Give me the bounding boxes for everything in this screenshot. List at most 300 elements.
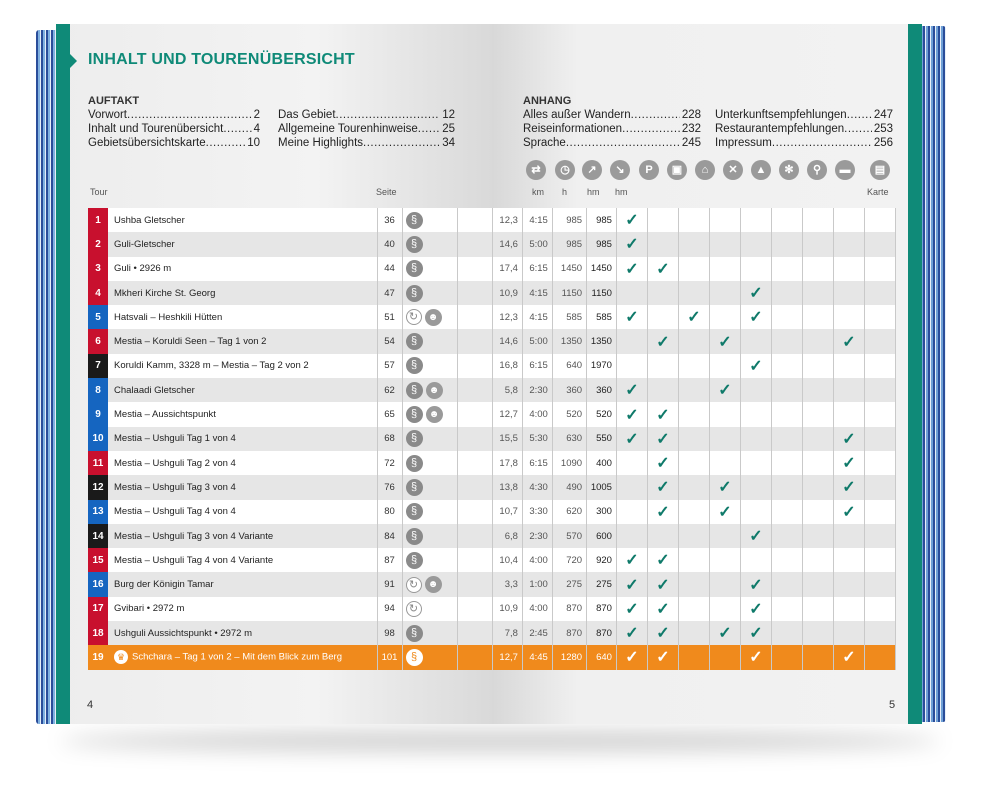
tour-number: 3 bbox=[88, 257, 108, 281]
check-cell bbox=[833, 645, 864, 669]
check-cell bbox=[709, 597, 740, 621]
table-row[interactable] bbox=[493, 402, 896, 426]
tour-hm-down: 300 bbox=[587, 500, 617, 524]
check-cell bbox=[709, 524, 740, 548]
check-cell bbox=[864, 597, 895, 621]
table-row[interactable] bbox=[88, 524, 492, 548]
tour-hours: 3:30 bbox=[522, 500, 552, 524]
auftakt-col2 bbox=[278, 108, 455, 150]
karte-header: Karte bbox=[867, 187, 889, 197]
check-cell bbox=[864, 378, 895, 402]
check-cell bbox=[833, 305, 864, 329]
tour-hm-up: 490 bbox=[552, 475, 586, 499]
check-cell bbox=[616, 305, 647, 329]
tour-hm-down: 1150 bbox=[587, 281, 617, 305]
spacer-cell bbox=[457, 597, 492, 621]
check-cell bbox=[678, 645, 709, 669]
check-cell bbox=[833, 621, 864, 645]
spacer-cell bbox=[457, 645, 492, 669]
tour-icons bbox=[402, 475, 457, 499]
route-icon: § bbox=[406, 552, 423, 569]
tour-page: 62 bbox=[377, 378, 402, 402]
check-cell bbox=[647, 305, 678, 329]
check-cell bbox=[616, 354, 647, 378]
tour-name: Mestia – Ushguli Tag 3 von 4 Variante bbox=[108, 524, 377, 548]
check-cell bbox=[771, 451, 802, 475]
check-cell bbox=[802, 208, 833, 232]
check-cell bbox=[771, 378, 802, 402]
tour-hm-down: 360 bbox=[587, 378, 617, 402]
tour-icons bbox=[402, 232, 457, 256]
check-cell bbox=[616, 281, 647, 305]
tour-table-right bbox=[492, 208, 896, 670]
table-row[interactable] bbox=[88, 257, 492, 281]
tour-km: 17,4 bbox=[493, 257, 523, 281]
check-cell bbox=[833, 475, 864, 499]
table-row[interactable] bbox=[88, 427, 492, 451]
tour-page: 54 bbox=[377, 329, 402, 353]
tour-number: 12 bbox=[88, 475, 108, 499]
tour-page: 98 bbox=[377, 621, 402, 645]
check-cell bbox=[678, 475, 709, 499]
kids-icon: ☻ bbox=[425, 309, 442, 326]
check-icon: ✓ bbox=[625, 382, 639, 400]
check-cell bbox=[771, 645, 802, 669]
check-icon: ✓ bbox=[718, 333, 732, 351]
table-row[interactable] bbox=[88, 548, 492, 572]
table-row[interactable] bbox=[493, 621, 896, 645]
tour-hours: 5:00 bbox=[522, 329, 552, 353]
check-cell bbox=[709, 572, 740, 596]
table-row[interactable] bbox=[88, 281, 492, 305]
check-cell bbox=[864, 621, 895, 645]
table-row[interactable] bbox=[88, 232, 492, 256]
check-cell bbox=[740, 597, 771, 621]
check-cell bbox=[802, 305, 833, 329]
tour-hours: 2:30 bbox=[522, 524, 552, 548]
table-row[interactable] bbox=[493, 451, 896, 475]
check-cell bbox=[647, 500, 678, 524]
tour-icons bbox=[402, 597, 457, 621]
check-icon: ✓ bbox=[625, 406, 639, 424]
check-cell bbox=[740, 645, 771, 669]
table-row[interactable] bbox=[88, 208, 492, 232]
tour-number: 15 bbox=[88, 548, 108, 572]
check-cell bbox=[833, 378, 864, 402]
table-row[interactable] bbox=[88, 451, 492, 475]
page-edges-left bbox=[36, 30, 56, 724]
check-cell bbox=[740, 451, 771, 475]
tour-hours: 4:15 bbox=[522, 281, 552, 305]
toc-item[interactable]: Restaurantempfehlungen ..... 253 bbox=[715, 122, 893, 136]
toc-item[interactable]: Meine Highlights ..... 34 bbox=[278, 136, 455, 150]
check-cell bbox=[709, 500, 740, 524]
check-cell bbox=[647, 621, 678, 645]
route-icon: § bbox=[406, 236, 423, 253]
check-icon: ✓ bbox=[625, 212, 639, 230]
tour-name: ♛ Schchara – Tag 1 von 2 – Mit dem Blick zum Berg bbox=[108, 645, 377, 669]
check-cell bbox=[864, 645, 895, 669]
tour-page: 76 bbox=[377, 475, 402, 499]
route-icon: § bbox=[406, 382, 423, 399]
check-cell bbox=[709, 232, 740, 256]
spacer-cell bbox=[457, 451, 492, 475]
check-cell bbox=[771, 208, 802, 232]
tour-name: Hatsvali – Heshkili Hütten bbox=[108, 305, 377, 329]
check-icon: ✓ bbox=[625, 260, 639, 278]
toc-item[interactable]: Alles außer Wandern ..... 228 bbox=[523, 108, 701, 122]
check-cell bbox=[678, 524, 709, 548]
tour-km: 10,9 bbox=[493, 597, 523, 621]
table-row[interactable] bbox=[88, 402, 492, 426]
tour-hm-up: 630 bbox=[552, 427, 586, 451]
check-cell bbox=[771, 354, 802, 378]
check-cell bbox=[802, 257, 833, 281]
check-cell bbox=[864, 305, 895, 329]
tour-name: Guli • 2926 m bbox=[108, 257, 377, 281]
tour-hours: 2:30 bbox=[522, 378, 552, 402]
check-icon: ✓ bbox=[656, 455, 670, 473]
check-cell bbox=[864, 500, 895, 524]
tour-hm-down: 1970 bbox=[587, 354, 617, 378]
check-cell bbox=[678, 257, 709, 281]
anhang-col2 bbox=[715, 108, 893, 150]
table-row[interactable] bbox=[493, 572, 896, 596]
check-cell bbox=[833, 524, 864, 548]
tour-hm-down: 640 bbox=[587, 645, 617, 669]
ascent-icon: ↗ bbox=[582, 160, 602, 180]
check-cell bbox=[740, 621, 771, 645]
toc-item[interactable]: Gebietsübersichtskarte ..... 10 bbox=[88, 136, 260, 150]
check-icon: ✓ bbox=[718, 503, 732, 521]
check-cell bbox=[771, 597, 802, 621]
check-cell bbox=[678, 208, 709, 232]
check-cell bbox=[678, 305, 709, 329]
check-icon: ✓ bbox=[718, 382, 732, 400]
check-cell bbox=[802, 354, 833, 378]
table-row[interactable] bbox=[88, 305, 492, 329]
tour-page: 87 bbox=[377, 548, 402, 572]
tour-hours: 5:30 bbox=[522, 427, 552, 451]
check-cell bbox=[771, 524, 802, 548]
tour-name: Mestia – Ushguli Tag 3 von 4 bbox=[108, 475, 377, 499]
tour-hm-up: 720 bbox=[552, 548, 586, 572]
page-title: INHALT UND TOURENÜBERSICHT bbox=[88, 51, 355, 68]
table-row[interactable] bbox=[493, 305, 896, 329]
check-cell bbox=[833, 402, 864, 426]
tour-icons bbox=[402, 402, 457, 426]
table-row[interactable] bbox=[88, 329, 492, 353]
tour-km: 7,8 bbox=[493, 621, 523, 645]
tour-hm-up: 870 bbox=[552, 597, 586, 621]
spacer-cell bbox=[457, 402, 492, 426]
tour-km: 14,6 bbox=[493, 329, 523, 353]
tour-icons bbox=[402, 621, 457, 645]
check-cell bbox=[647, 281, 678, 305]
tour-hours: 4:00 bbox=[522, 597, 552, 621]
tour-page: 101 bbox=[377, 645, 402, 669]
tour-km: 10,9 bbox=[493, 281, 523, 305]
check-icon: ✓ bbox=[842, 503, 856, 521]
check-cell bbox=[771, 329, 802, 353]
check-cell bbox=[864, 208, 895, 232]
table-row[interactable] bbox=[493, 427, 896, 451]
table-row[interactable] bbox=[493, 232, 896, 256]
check-cell bbox=[740, 257, 771, 281]
toc-item[interactable]: Impressum ..... 256 bbox=[715, 136, 893, 150]
check-icon: ✓ bbox=[749, 357, 763, 375]
tour-icons bbox=[402, 427, 457, 451]
check-cell bbox=[771, 475, 802, 499]
loop-icon: ↻ bbox=[406, 309, 422, 325]
check-cell bbox=[833, 500, 864, 524]
loop-icon: ↻ bbox=[406, 577, 422, 593]
tour-icons bbox=[402, 329, 457, 353]
spacer-cell bbox=[457, 378, 492, 402]
loop-icon: ↻ bbox=[406, 601, 422, 617]
check-cell bbox=[802, 524, 833, 548]
toc-item[interactable]: Unterkunftsempfehlungen ..... 247 bbox=[715, 108, 893, 122]
check-cell bbox=[771, 621, 802, 645]
check-icon: ✓ bbox=[625, 309, 639, 327]
tour-hours: 4:45 bbox=[522, 645, 552, 669]
route-icon: § bbox=[406, 503, 423, 520]
check-cell bbox=[709, 354, 740, 378]
tour-name: Ushba Gletscher bbox=[108, 208, 377, 232]
check-cell bbox=[678, 427, 709, 451]
check-icon: ✓ bbox=[656, 333, 670, 351]
tour-number: 10 bbox=[88, 427, 108, 451]
tour-km: 13,8 bbox=[493, 475, 523, 499]
check-cell bbox=[616, 500, 647, 524]
toc-item[interactable]: Sprache ..... 245 bbox=[523, 136, 701, 150]
restaurant-icon: ✕ bbox=[723, 160, 743, 180]
check-cell bbox=[678, 378, 709, 402]
check-icon: ✓ bbox=[656, 625, 670, 643]
tour-hm-up: 985 bbox=[552, 208, 586, 232]
tour-icons bbox=[402, 305, 457, 329]
table-row[interactable] bbox=[88, 354, 492, 378]
check-cell bbox=[616, 257, 647, 281]
tour-number: 17 bbox=[88, 597, 108, 621]
check-cell bbox=[709, 329, 740, 353]
tour-hm-down: 585 bbox=[587, 305, 617, 329]
table-row[interactable] bbox=[88, 597, 492, 621]
check-icon: ✓ bbox=[656, 503, 670, 521]
tour-number: 14 bbox=[88, 524, 108, 548]
h-header: h bbox=[562, 187, 568, 197]
tour-km: 10,4 bbox=[493, 548, 523, 572]
tour-icons bbox=[402, 451, 457, 475]
table-row[interactable] bbox=[493, 281, 896, 305]
route-icon: § bbox=[406, 285, 423, 302]
auftakt-col1 bbox=[88, 108, 260, 150]
spacer-cell bbox=[457, 281, 492, 305]
tour-page: 36 bbox=[377, 208, 402, 232]
tour-icons bbox=[402, 208, 457, 232]
tour-hm-down: 920 bbox=[587, 548, 617, 572]
tour-hm-down: 520 bbox=[587, 402, 617, 426]
tour-number: 16 bbox=[88, 572, 108, 596]
check-cell bbox=[647, 329, 678, 353]
table-row[interactable] bbox=[88, 572, 492, 596]
tour-icons bbox=[402, 500, 457, 524]
check-cell bbox=[647, 475, 678, 499]
check-icon: ✓ bbox=[656, 552, 670, 570]
check-icon: ✓ bbox=[842, 455, 856, 473]
check-cell bbox=[709, 645, 740, 669]
tour-hm-up: 520 bbox=[552, 402, 586, 426]
tour-hours: 2:45 bbox=[522, 621, 552, 645]
spacer-cell bbox=[457, 354, 492, 378]
tour-icons bbox=[402, 281, 457, 305]
tour-km: 6,8 bbox=[493, 524, 523, 548]
tour-name: Mestia – Ushguli Tag 1 von 4 bbox=[108, 427, 377, 451]
spacer-cell bbox=[457, 208, 492, 232]
check-cell bbox=[709, 548, 740, 572]
check-cell bbox=[709, 427, 740, 451]
check-cell bbox=[740, 427, 771, 451]
toc-item[interactable]: Das Gebiet ..... 12 bbox=[278, 108, 455, 122]
tour-hm-up: 1280 bbox=[552, 645, 586, 669]
check-cell bbox=[864, 257, 895, 281]
table-row[interactable] bbox=[493, 378, 896, 402]
hm-up-header: hm bbox=[587, 187, 600, 197]
check-icon: ✓ bbox=[842, 649, 856, 667]
tour-page: 57 bbox=[377, 354, 402, 378]
check-icon: ✓ bbox=[749, 285, 763, 303]
tour-number: 7 bbox=[88, 354, 108, 378]
bed-icon: ▬ bbox=[835, 160, 855, 180]
tour-page: 47 bbox=[377, 281, 402, 305]
check-cell bbox=[616, 621, 647, 645]
right-page bbox=[492, 24, 922, 724]
page-number-left: 4 bbox=[87, 699, 94, 711]
check-cell bbox=[833, 354, 864, 378]
toc-item[interactable]: Reiseinformationen ..... 232 bbox=[523, 122, 701, 136]
toc-item[interactable]: Vorwort ..... 2 bbox=[88, 108, 260, 122]
check-icon: ✓ bbox=[656, 600, 670, 618]
table-row[interactable] bbox=[493, 257, 896, 281]
check-cell bbox=[740, 378, 771, 402]
check-cell bbox=[740, 208, 771, 232]
map-icon: ▤ bbox=[870, 160, 890, 180]
route-icon: § bbox=[406, 357, 423, 374]
tour-km: 16,8 bbox=[493, 354, 523, 378]
table-row[interactable] bbox=[88, 500, 492, 524]
route-icon: § bbox=[406, 455, 423, 472]
km-header: km bbox=[532, 187, 544, 197]
check-cell bbox=[647, 354, 678, 378]
route-icon: § bbox=[406, 430, 423, 447]
winter-icon: ✻ bbox=[779, 160, 799, 180]
seite-header: Seite bbox=[376, 187, 397, 197]
check-cell bbox=[647, 548, 678, 572]
check-cell bbox=[709, 475, 740, 499]
table-row[interactable] bbox=[493, 597, 896, 621]
check-cell bbox=[771, 427, 802, 451]
check-cell bbox=[771, 257, 802, 281]
tour-number: 11 bbox=[88, 451, 108, 475]
check-cell bbox=[709, 451, 740, 475]
tour-icons bbox=[402, 378, 457, 402]
tour-icons bbox=[402, 524, 457, 548]
table-row[interactable] bbox=[88, 475, 492, 499]
table-row[interactable] bbox=[493, 645, 896, 669]
table-row[interactable] bbox=[88, 378, 492, 402]
check-cell bbox=[740, 354, 771, 378]
parking-icon: P bbox=[639, 160, 659, 180]
check-cell bbox=[647, 208, 678, 232]
check-cell bbox=[771, 305, 802, 329]
tour-km: 10,7 bbox=[493, 500, 523, 524]
check-cell bbox=[833, 208, 864, 232]
tour-hm-up: 1350 bbox=[552, 329, 586, 353]
tour-hm-up: 640 bbox=[552, 354, 586, 378]
tour-hours: 4:15 bbox=[522, 305, 552, 329]
tour-name: Mestia – Aussichtspunkt bbox=[108, 402, 377, 426]
check-cell bbox=[740, 232, 771, 256]
check-cell bbox=[709, 281, 740, 305]
tour-hm-down: 400 bbox=[587, 451, 617, 475]
check-cell bbox=[616, 475, 647, 499]
toc-item[interactable]: Allgemeine Tourenhinweise ..... 25 bbox=[278, 122, 455, 136]
toc-item[interactable]: Inhalt und Tourenübersicht ..... 4 bbox=[88, 122, 260, 136]
tour-page: 72 bbox=[377, 451, 402, 475]
check-cell bbox=[864, 329, 895, 353]
check-cell bbox=[771, 572, 802, 596]
table-row[interactable] bbox=[493, 354, 896, 378]
check-cell bbox=[678, 572, 709, 596]
tour-number: 6 bbox=[88, 329, 108, 353]
spacer-cell bbox=[457, 257, 492, 281]
table-row[interactable] bbox=[493, 329, 896, 353]
check-icon: ✓ bbox=[656, 479, 670, 497]
tour-number: 4 bbox=[88, 281, 108, 305]
table-row[interactable] bbox=[88, 621, 492, 645]
check-icon: ✓ bbox=[687, 309, 701, 327]
table-row[interactable] bbox=[493, 208, 896, 232]
check-cell bbox=[864, 402, 895, 426]
tour-hm-down: 985 bbox=[587, 232, 617, 256]
check-cell bbox=[678, 548, 709, 572]
table-row[interactable] bbox=[493, 500, 896, 524]
check-icon: ✓ bbox=[749, 600, 763, 618]
tour-name: Guli-Gletscher bbox=[108, 232, 377, 256]
check-cell bbox=[802, 500, 833, 524]
check-icon: ✓ bbox=[625, 430, 639, 448]
tour-hm-down: 870 bbox=[587, 621, 617, 645]
table-row[interactable] bbox=[493, 524, 896, 548]
tour-page: 40 bbox=[377, 232, 402, 256]
table-row[interactable] bbox=[493, 475, 896, 499]
table-row[interactable] bbox=[493, 548, 896, 572]
route-icon: § bbox=[406, 260, 423, 277]
teal-edge-right bbox=[908, 24, 922, 724]
tour-hm-down: 275 bbox=[587, 572, 617, 596]
check-cell bbox=[647, 524, 678, 548]
check-cell bbox=[616, 378, 647, 402]
table-row[interactable] bbox=[88, 645, 492, 669]
tour-km: 17,8 bbox=[493, 451, 523, 475]
check-cell bbox=[802, 572, 833, 596]
tour-hours: 4:15 bbox=[522, 208, 552, 232]
check-cell bbox=[647, 232, 678, 256]
check-cell bbox=[771, 281, 802, 305]
check-cell bbox=[647, 378, 678, 402]
check-icon: ✓ bbox=[718, 625, 732, 643]
tour-number: 13 bbox=[88, 500, 108, 524]
